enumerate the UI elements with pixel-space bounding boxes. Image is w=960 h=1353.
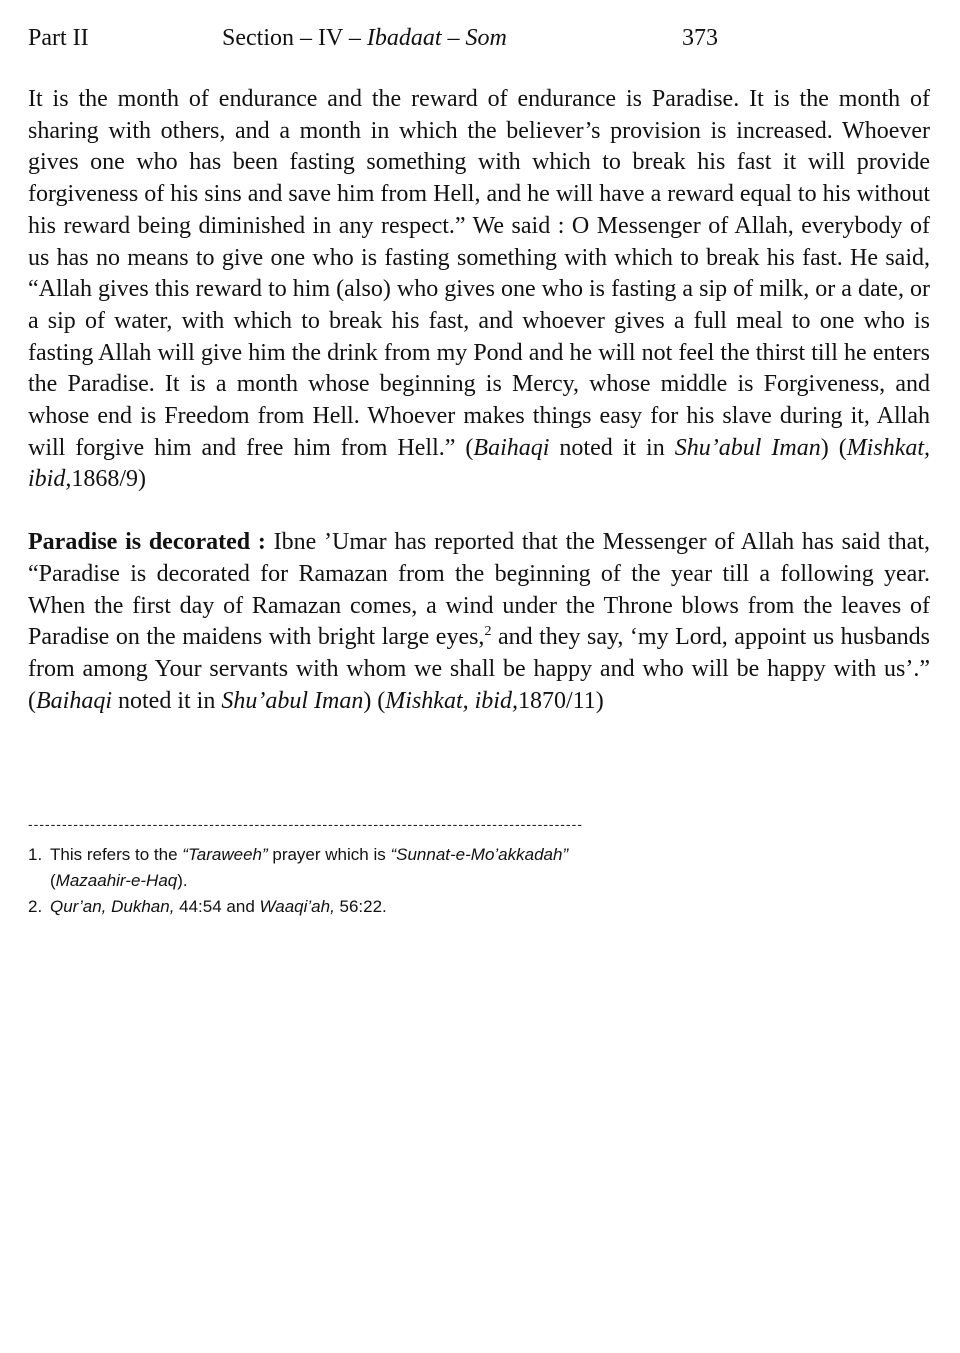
citation-ref: 1870/11) <box>517 687 604 714</box>
section-title <box>222 22 507 54</box>
part-label: Part II <box>28 25 89 51</box>
footnote-body <box>50 842 928 894</box>
footnote-number: 2. <box>28 897 43 916</box>
footnote-text: This refers to the <box>50 845 183 864</box>
footnote-term-taraweeh: “Taraweeh” <box>182 845 268 864</box>
citation-mishkat: Mishkat, ibid, <box>385 687 518 714</box>
footnote-1 <box>28 842 928 894</box>
paragraph-paradise-decorated <box>28 527 930 717</box>
footnote-body <box>50 894 928 920</box>
citation-source: Baihaqi <box>473 434 550 461</box>
section-prefix: Section – IV – <box>222 25 367 51</box>
citation-ref: 1868/9) <box>71 466 147 493</box>
footnote-term-sunnat: “Sunnat-e-Mo’akkadah” <box>390 845 569 864</box>
page-number: 373 <box>682 25 718 51</box>
footnote-text: 56:22. <box>334 897 387 916</box>
footnote-divider: -------------------------------------------------------------------------------------------------- <box>28 816 583 832</box>
footnote-text: 44:54 and <box>174 897 260 916</box>
citation-mishkat: Mishkat, ibid, <box>28 434 931 493</box>
citation-book: Shu’abul Iman <box>221 687 364 714</box>
body-text <box>28 84 930 717</box>
citation-book: Shu’abul Iman <box>674 434 821 461</box>
footnote-text: prayer which is <box>267 845 391 864</box>
footnote-2 <box>28 894 928 920</box>
paragraph-heading: Paradise is decorated : <box>28 529 266 556</box>
footnote-ref-quran: Qur’an, Dukhan, <box>50 897 175 916</box>
citation-open: ( <box>465 434 474 461</box>
citation-source: Baihaqi <box>36 687 112 714</box>
paragraph-endurance-text: It is the month of endurance and the reward of endurance is Paradise. It is the month of sharing with others, and a month in which the believer’s provision is increased. Whoever gives one who has been fasting something with which to break his fast it will provide forgiveness of his sins and save him from Hell, and he will have a reward equal to his without his reward being diminished in any respect.” We said : O Messenger of Allah, everybody of us has no means to give one who is fasting something with which to break his fast. He said, “Allah gives this reward to him (also) who gives one who is fasting a sip of milk, or a date, or a sip of water, with which to break his fast, and whoever gives a full meal to one who is fasting Allah will give him the drink from my Pond and he will not feel the thirst till he enters the Paradise. It is a month whose beginning is Mercy, whose middle is Forgiveness, and whose end is Freedom from Hell. Whoever makes things easy for his slave during it, Allah will forgive him and free him from Hell.” <box>28 86 930 461</box>
paragraph-text-part2: and they say, ‘my Lord, appoint us husbands from among Your servants with whom we shall be happy and who will be happy with us’.” ( <box>28 624 930 714</box>
citation-noted: noted it in <box>112 687 222 714</box>
paragraph-text-part1: Ibne ’Umar has reported that the Messenger of Allah has said that, “Paradise is decorated for Ramazan from the beginning of the year till a following year. When the first day of Ramazan comes, a wind under the Throne blows from the leaves of Paradise on the maidens with bright large eyes, <box>28 529 930 651</box>
footnote-number: 1. <box>28 845 43 864</box>
citation-mid: ) ( <box>363 687 386 714</box>
footnote-ref-2: 2 <box>484 624 492 640</box>
footnote-text: ). <box>177 871 188 890</box>
section-topic: Ibadaat – Som <box>366 25 507 51</box>
page-header <box>28 22 930 54</box>
citation-mid: ) ( <box>820 434 847 461</box>
paragraph-endurance <box>28 84 930 496</box>
footnote-text: ( <box>50 871 56 890</box>
citation-noted: noted it in <box>549 434 675 461</box>
footnote-source: Mazaahir-e-Haq <box>55 871 178 890</box>
footnote-ref-waaqiah: Waaqi’ah, <box>259 897 335 916</box>
footnotes <box>28 842 928 920</box>
